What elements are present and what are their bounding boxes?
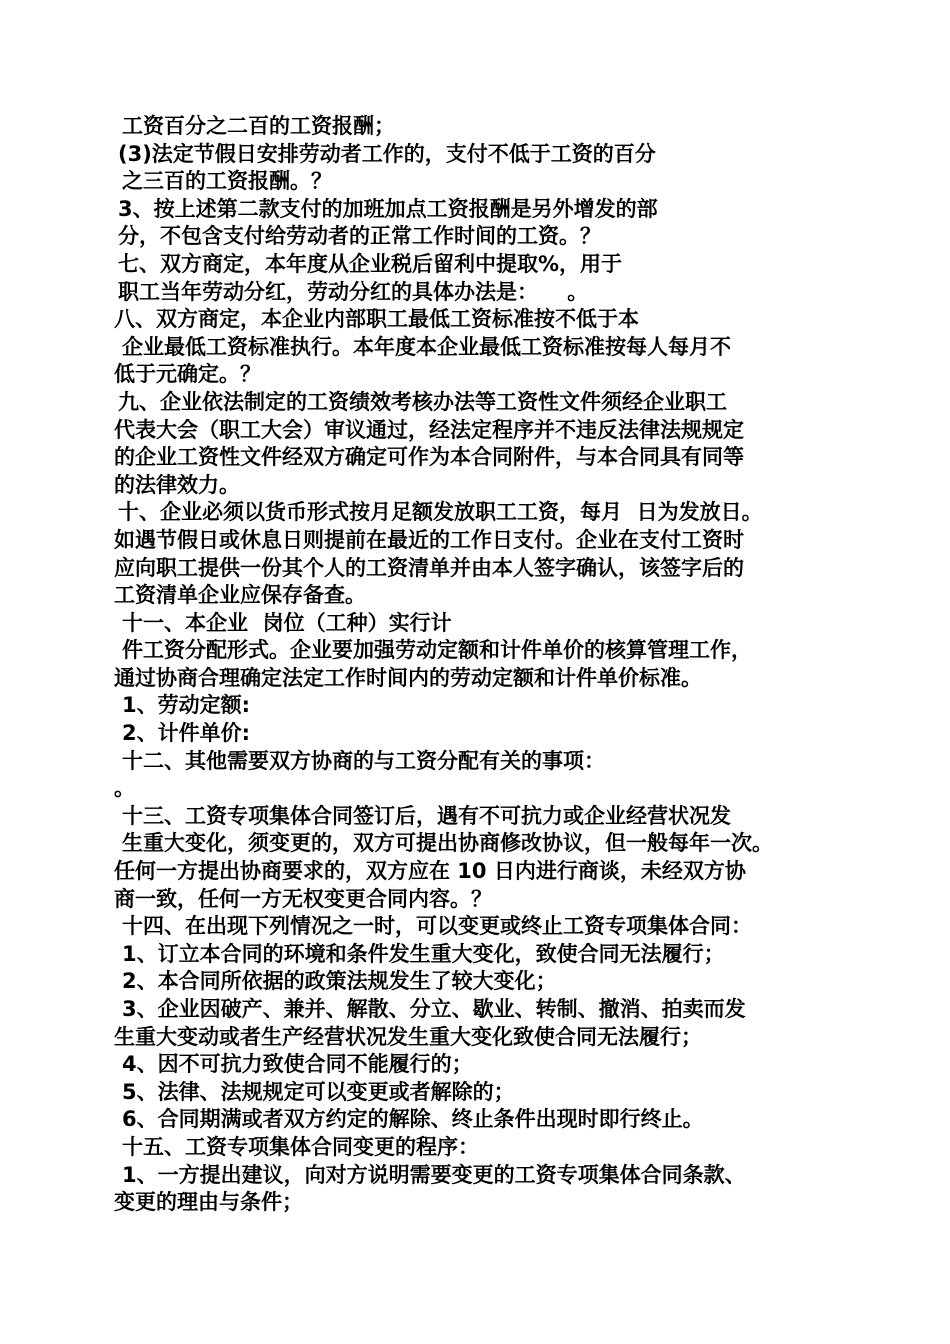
text-line: 商一致，任何一方无权变更合同内容。？: [114, 886, 492, 911]
text-line: 变更的理由与条件；: [114, 1190, 303, 1215]
text-line: 2、计件单价:: [122, 721, 251, 746]
text-line: 如遇节假日或休息日则提前在最近的工作日支付。企业在支付工资时: [114, 527, 744, 552]
text-line: 工资百分之二百的工资报酬；: [122, 114, 395, 138]
text-line: 4、因不可抗力致使合同不能履行的；: [122, 1052, 473, 1077]
text-line: 1、一方提出建议，向对方说明需要变更的工资专项集体合同条款、: [122, 1162, 746, 1187]
text-line: 十三、工资专项集体合同签订后，遇有不可抗力或企业经营状况发: [122, 803, 731, 828]
document-body: [0, 113, 950, 1217]
text-line: 工资清单企业应保存备查。: [114, 583, 366, 608]
text-line: 1、劳动定额:: [122, 693, 251, 718]
text-line: 十二、其他需要双方协商的与工资分配有关的事项：: [122, 748, 605, 773]
text-line: 低于元确定。？: [114, 362, 261, 387]
text-line: 生重大变化，须变更的，双方可提出协商修改协议，但一般每年一次。: [122, 831, 773, 856]
text-line: 职工当年劳动分红，劳动分红的具体办法是： 。: [118, 279, 589, 304]
text-line: 通过协商合理确定法定工作时间内的劳动定额和计件单价标准。: [114, 665, 702, 690]
text-line: 之三百的工资报酬。？: [122, 169, 332, 194]
text-line: 。: [114, 776, 135, 801]
text-line: (3)法定节假日安排劳动者工作的，支付不低于工资的百分: [118, 141, 656, 166]
text-line: 十五、工资专项集体合同变更的程序：: [122, 1134, 479, 1159]
text-line: 6、合同期满或者双方约定的解除、终止条件出现时即行终止。: [122, 1107, 704, 1132]
text-line: 九、企业依法制定的工资绩效考核办法等工资性文件须经企业职工: [118, 389, 727, 414]
text-line: 十、企业必须以货币形式按月足额发放职工工资，每月 日为发放日。: [118, 500, 763, 525]
text-line: 5、法律、法规规定可以变更或者解除的；: [122, 1079, 515, 1104]
text-line: 十一、本企业 岗位（工种）实行计: [122, 610, 452, 635]
text-line: 代表大会（职工大会）审议通过，经法定程序并不违反法律法规规定: [114, 417, 744, 442]
text-line: 八、双方商定，本企业内部职工最低工资标准按不低于本: [114, 307, 639, 332]
text-line: 分，不包含支付给劳动者的正常工作时间的工资。？: [118, 224, 601, 249]
text-line: 企业最低工资标准执行。本年度本企业最低工资标准按每人每月不: [122, 334, 731, 359]
text-line: 的企业工资性文件经双方确定可作为本合同附件，与本合同具有同等: [114, 445, 744, 470]
text-line: 1、订立本合同的环境和条件发生重大变化，致使合同无法履行；: [122, 941, 725, 966]
text-line: 2、本合同所依据的政策法规发生了较大变化；: [122, 969, 557, 994]
text-line: 3、按上述第二款支付的加班加点工资报酬是另外增发的部: [118, 196, 658, 221]
text-line: 3、企业因破产、兼并、解散、分立、歇业、转制、撤消、拍卖而发: [122, 997, 746, 1021]
text-line: 生重大变动或者生产经营状况发生重大变化致使合同无法履行；: [114, 1024, 702, 1049]
text-line: 的法律效力。: [114, 472, 240, 497]
text-line: 件工资分配形式。企业要加强劳动定额和计件单价的核算管理工作，: [122, 638, 752, 663]
text-line: 七、双方商定，本年度从企业税后留利中提取%，用于: [118, 251, 623, 276]
text-line: 应向职工提供一份其个人的工资清单并由本人签字确认，该签字后的: [114, 555, 744, 580]
text-line: 任何一方提出协商要求的，双方应在 10 日内进行商谈，未经双方协: [114, 859, 746, 884]
text-line: 十四、在出现下列情况之一时，可以变更或终止工资专项集体合同：: [122, 914, 752, 939]
